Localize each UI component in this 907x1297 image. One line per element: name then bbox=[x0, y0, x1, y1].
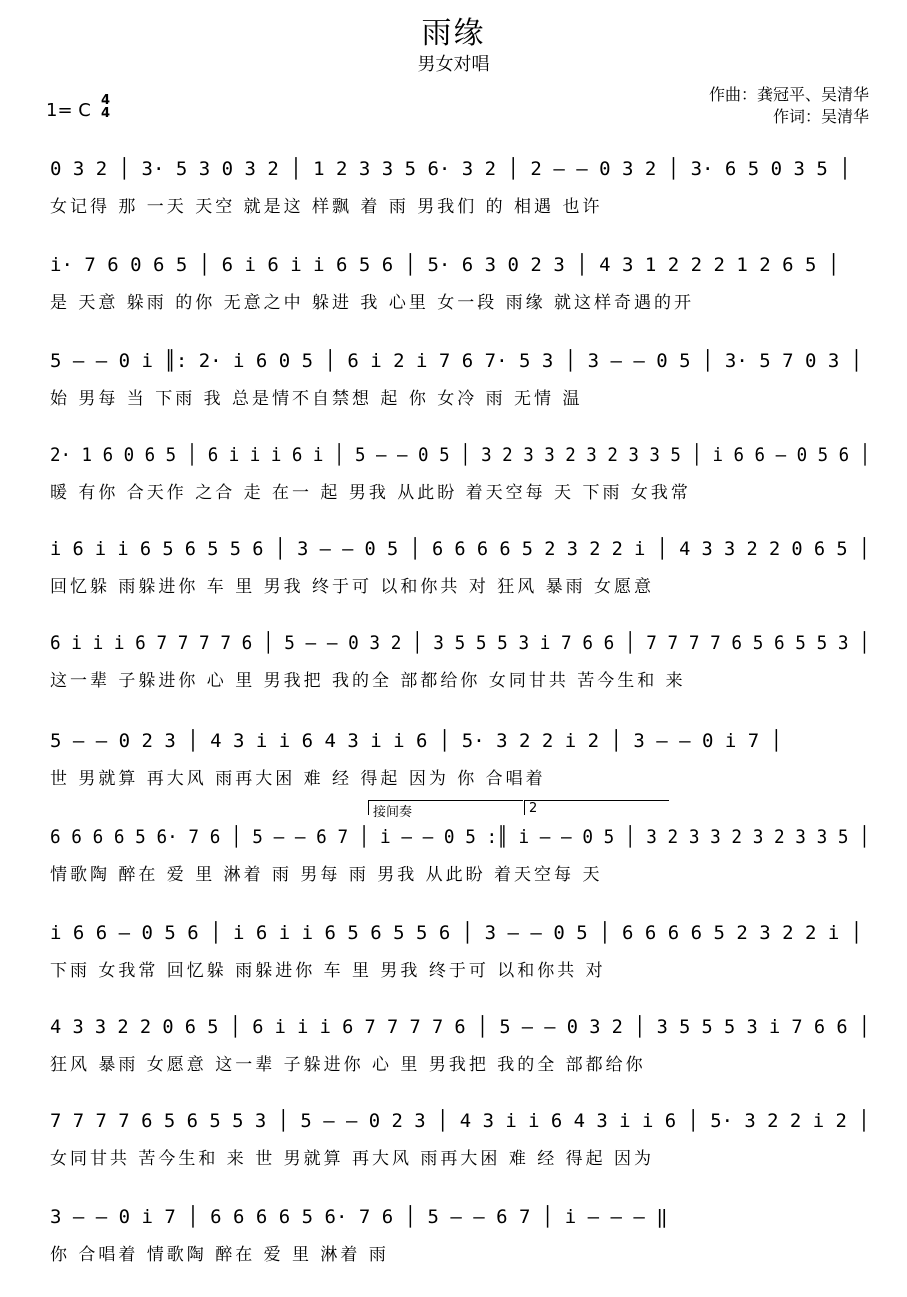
lyrics-line: 暖 有你 合天作 之合 走 在一 起 男我 从此盼 着天空每 天 下雨 女我常 bbox=[50, 483, 691, 503]
staff-row bbox=[46, 922, 872, 1002]
volta-second-ending: 2 bbox=[524, 800, 669, 815]
lyrics-line: 始 男每 当 下雨 我 总是情不自禁想 起 你 女冷 雨 无情 温 bbox=[50, 389, 583, 409]
time-signature-bottom: 4 bbox=[101, 106, 111, 121]
staff-row bbox=[46, 1016, 872, 1096]
notation-line: 5 — — 0 i ║: 2· i 6 0 5 │ 6 i 2 i 7 6 7· 5 3 │ 3 — — 0 5 │ 3· 5 7 0 3 │ bbox=[50, 350, 863, 372]
notation-line: i 6 i i 6 5 6 5 5 6 │ 3 — — 0 5 │ 6 6 6 6 5 2 3 2 2 i │ 4 3 3 2 2 0 6 5 │ bbox=[50, 538, 871, 560]
lyrics-line: 是 天意 躲雨 的你 无意之中 躲进 我 心里 女一段 雨缘 就这样奇遇的开 bbox=[50, 293, 695, 313]
staff-row bbox=[46, 1206, 872, 1286]
notation-line: 6 6 6 6 5 6· 7 6 │ 5 — — 6 7 │ i — — 0 5 :║ i — — 0 5 │ 3 2 3 3 2 3 2 3 3 5 │ bbox=[50, 826, 870, 848]
lyrics-line: 你 合唱着 情歌陶 醉在 爱 里 淋着 雨 bbox=[50, 1245, 389, 1265]
song-subtitle: 男女对唱 bbox=[417, 54, 490, 75]
staff-row bbox=[46, 801, 872, 906]
time-signature bbox=[101, 94, 110, 120]
staff-row bbox=[46, 730, 872, 810]
key-signature: 1= C bbox=[46, 100, 91, 121]
notation-line: 0 3 2 │ 3· 5 3 0 3 2 │ 1 2 3 3 5 6· 3 2 │ 2 — — 0 3 2 │ 3· 6 5 0 3 5 │ bbox=[50, 158, 851, 180]
notation-line: i 6 6 — 0 5 6 │ i 6 i i 6 5 6 5 5 6 │ 3 — — 0 5 │ 6 6 6 6 5 2 3 2 2 i │ bbox=[50, 922, 863, 944]
notation-line: i· 7 6 0 6 5 │ 6 i 6 i i 6 5 6 │ 5· 6 3 0 2 3 │ 4 3 1 2 2 2 1 2 6 5 │ bbox=[50, 254, 840, 276]
lyrics-line: 世 男就算 再大风 雨再大困 难 经 得起 因为 你 合唱着 bbox=[50, 769, 546, 789]
lyrics-line: 女同甘共 苦今生和 来 世 男就算 再大风 雨再大困 难 经 得起 因为 bbox=[50, 1149, 655, 1169]
lyrics-line: 情歌陶 醉在 爱 里 淋着 雨 男每 雨 男我 从此盼 着天空每 天 bbox=[50, 865, 603, 885]
lyrics-line: 女记得 那 一天 天空 就是这 样飘 着 雨 男我们 的 相遇 也许 bbox=[50, 197, 603, 217]
staff-row bbox=[46, 632, 872, 712]
lyrics-line: 这一辈 子躲进你 心 里 男我把 我的全 部都给你 女同甘共 苦今生和 来 bbox=[50, 671, 686, 691]
time-signature-top: 4 bbox=[101, 93, 111, 108]
notation-line: 7 7 7 7 6 5 6 5 5 3 │ 5 — — 0 2 3 │ 4 3 i i 6 4 3 i i 6 │ 5· 3 2 2 i 2 │ bbox=[50, 1110, 870, 1132]
lyrics-line: 回忆躲 雨躲进你 车 里 男我 终于可 以和你共 对 狂风 暴雨 女愿意 bbox=[50, 577, 655, 597]
staff-row bbox=[46, 1110, 872, 1190]
notation-line: 4 3 3 2 2 0 6 5 │ 6 i i i 6 7 7 7 7 6 │ 5 — — 0 3 2 │ 3 5 5 5 3 i 7 6 6 │ bbox=[50, 1016, 871, 1038]
staff-row bbox=[46, 350, 872, 430]
composer-credit: 作曲：龚冠平、吴清华 bbox=[708, 85, 869, 104]
lyrics-line: 下雨 女我常 回忆躲 雨躲进你 车 里 男我 终于可 以和你共 对 bbox=[50, 961, 606, 981]
lyrics-line: 狂风 暴雨 女愿意 这一辈 子躲进你 心 里 男我把 我的全 部都给你 bbox=[50, 1055, 646, 1075]
staff-row bbox=[46, 158, 872, 238]
notation-line: 6 i i i 6 7 7 7 7 6 │ 5 — — 0 3 2 │ 3 5 5 5 3 i 7 6 6 │ 7 7 7 7 6 5 6 5 5 3 │ bbox=[50, 632, 870, 654]
staff-row bbox=[46, 254, 872, 334]
song-title: 雨缘 bbox=[421, 16, 486, 51]
notation-line: 3 — — 0 i 7 │ 6 6 6 6 5 6· 7 6 │ 5 — — 6 7 │ i — — — ‖ bbox=[50, 1206, 668, 1228]
staff-row bbox=[46, 538, 872, 618]
volta-first-ending: 接间奏 bbox=[368, 800, 523, 815]
notation-line: 5 — — 0 2 3 │ 4 3 i i 6 4 3 i i 6 │ 5· 3 2 2 i 2 │ 3 — — 0 i 7 │ bbox=[50, 730, 783, 752]
staff-row bbox=[46, 444, 872, 524]
notation-line: 2· 1 6 0 6 5 │ 6 i i i 6 i │ 5 — — 0 5 │ 3 2 3 3 2 3 2 3 3 5 │ i 6 6 — 0 5 6 │ bbox=[50, 444, 871, 466]
lyricist-credit: 作词：吴清华 bbox=[772, 107, 869, 126]
